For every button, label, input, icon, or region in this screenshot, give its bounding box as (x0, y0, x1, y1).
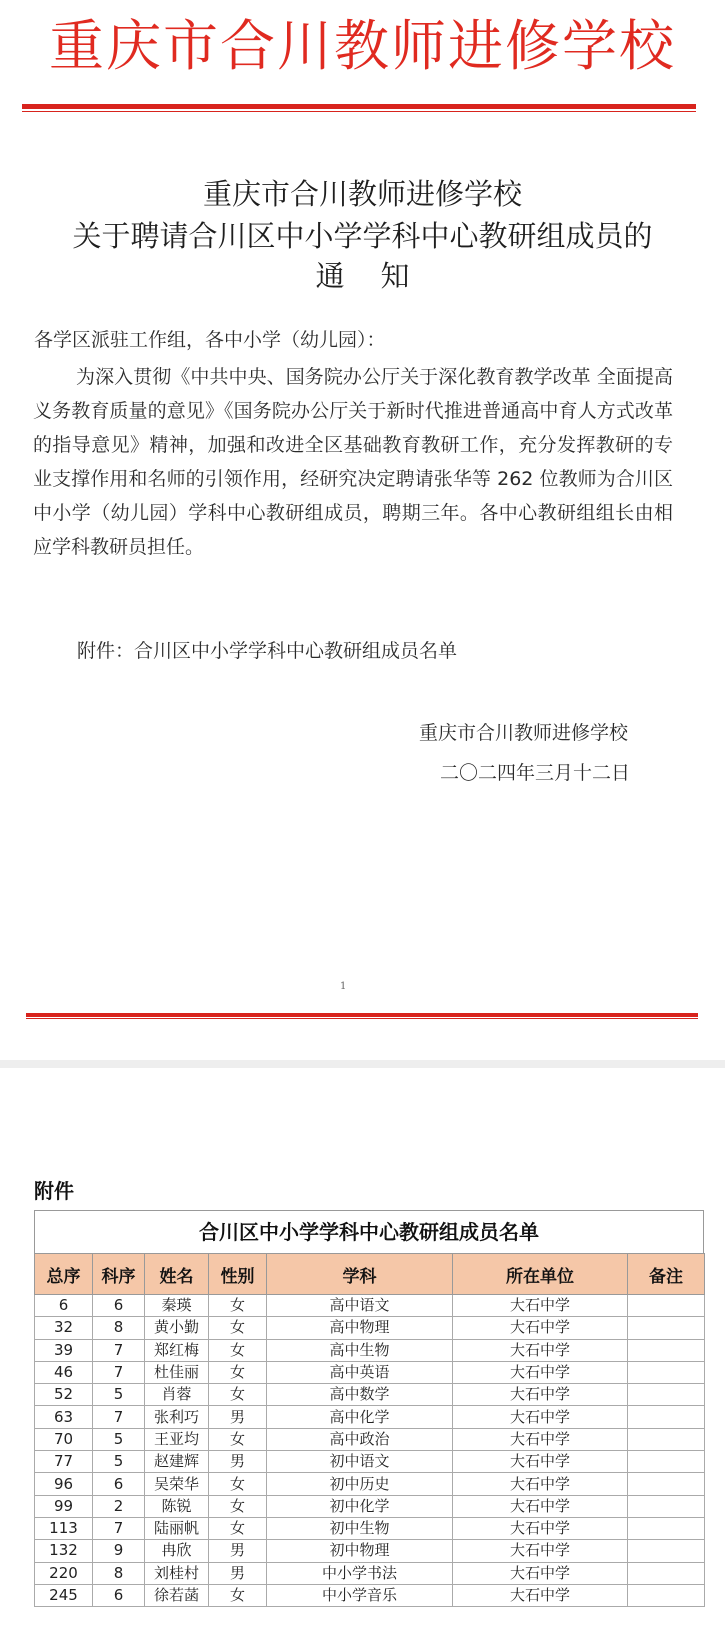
notice-title-line1: 重庆市合川教师进修学校 (202, 177, 522, 211)
cell-total-no: 70 (35, 1428, 93, 1450)
cell-remark (628, 1540, 705, 1562)
table-row (35, 1406, 705, 1428)
cell-subject: 初中语文 (267, 1451, 453, 1473)
cell-subject-no: 9 (93, 1540, 145, 1562)
annex-label: 附件 (34, 1179, 74, 1203)
cell-remark (628, 1361, 705, 1383)
cell-subject: 高中语文 (267, 1295, 453, 1317)
cell-subject: 高中化学 (267, 1406, 453, 1428)
cell-subject: 高中生物 (267, 1339, 453, 1361)
cell-remark (628, 1584, 705, 1606)
cell-total-no: 32 (35, 1317, 93, 1339)
cell-subject-no: 6 (93, 1473, 145, 1495)
cell-remark (628, 1339, 705, 1361)
cell-total-no: 96 (35, 1473, 93, 1495)
cell-school: 大石中学 (453, 1540, 628, 1562)
cell-name: 刘桂村 (145, 1562, 209, 1584)
cell-name: 杜佳丽 (145, 1361, 209, 1383)
page-number: 1 (340, 981, 347, 992)
cell-subject-no: 6 (93, 1584, 145, 1606)
cell-gender: 女 (209, 1384, 267, 1406)
letterhead-red-rule-thin (22, 111, 696, 112)
table-row (35, 1317, 705, 1339)
cell-subject-no: 7 (93, 1339, 145, 1361)
cell-subject: 初中历史 (267, 1473, 453, 1495)
cell-school: 大石中学 (453, 1584, 628, 1606)
cell-gender: 男 (209, 1406, 267, 1428)
cell-name: 陈锐 (145, 1495, 209, 1517)
letterhead-title: 重庆市合川教师进修学校 (48, 14, 676, 78)
cell-remark (628, 1428, 705, 1450)
page-separator (0, 1060, 725, 1068)
cell-total-no: 220 (35, 1562, 93, 1584)
notice-title-line3: 通知 (315, 259, 446, 293)
signature-org: 重庆市合川教师进修学校 (419, 722, 629, 744)
cell-subject: 中小学音乐 (267, 1584, 453, 1606)
cell-subject-no: 6 (93, 1295, 145, 1317)
cell-name: 冉欣 (145, 1540, 209, 1562)
cell-subject-no: 7 (93, 1406, 145, 1428)
cell-subject-no: 2 (93, 1495, 145, 1517)
cell-subject-no: 8 (93, 1317, 145, 1339)
cell-remark (628, 1562, 705, 1584)
cell-name: 陆丽帆 (145, 1517, 209, 1539)
cell-school: 大石中学 (453, 1361, 628, 1383)
signature-date: 二〇二四年三月十二日 (440, 762, 631, 784)
table-row (35, 1295, 705, 1317)
cell-subject-no: 5 (93, 1451, 145, 1473)
cell-school: 大石中学 (453, 1517, 628, 1539)
cell-remark (628, 1406, 705, 1428)
cell-gender: 男 (209, 1540, 267, 1562)
cell-gender: 男 (209, 1451, 267, 1473)
cell-total-no: 39 (35, 1339, 93, 1361)
cell-school: 大石中学 (453, 1406, 628, 1428)
table-row (35, 1584, 705, 1606)
table-row (35, 1495, 705, 1517)
cell-gender: 男 (209, 1562, 267, 1584)
cell-school: 大石中学 (453, 1428, 628, 1450)
cell-total-no: 245 (35, 1584, 93, 1606)
cell-school: 大石中学 (453, 1562, 628, 1584)
footer-red-rule (26, 1013, 698, 1017)
table-row (35, 1428, 705, 1450)
cell-gender: 女 (209, 1295, 267, 1317)
cell-name: 王亚均 (145, 1428, 209, 1450)
cell-gender: 女 (209, 1584, 267, 1606)
cell-gender: 女 (209, 1473, 267, 1495)
table-row (35, 1451, 705, 1473)
cell-subject: 高中政治 (267, 1428, 453, 1450)
cell-gender: 女 (209, 1495, 267, 1517)
cell-total-no: 113 (35, 1517, 93, 1539)
cell-subject-no: 7 (93, 1517, 145, 1539)
table-row (35, 1540, 705, 1562)
cell-subject-no: 5 (93, 1428, 145, 1450)
table-row (35, 1361, 705, 1383)
member-table-container (34, 1210, 704, 1607)
cell-subject-no: 7 (93, 1361, 145, 1383)
col-header-school: 所在单位 (453, 1254, 628, 1295)
table-title: 合川区中小学学科中心教研组成员名单 (34, 1210, 704, 1253)
col-header-subject-no: 科序 (93, 1254, 145, 1295)
cell-school: 大石中学 (453, 1339, 628, 1361)
cell-name: 秦瑛 (145, 1295, 209, 1317)
table-row (35, 1384, 705, 1406)
cell-school: 大石中学 (453, 1495, 628, 1517)
notice-salutation: 各学区派驻工作组，各中小学（幼儿园）： (34, 329, 386, 351)
col-header-subject: 学科 (267, 1254, 453, 1295)
footer-red-rule-thin (26, 1018, 698, 1019)
cell-name: 吴荣华 (145, 1473, 209, 1495)
cell-total-no: 132 (35, 1540, 93, 1562)
notice-attachment-line: 附件：合川区中小学学科中心教研组成员名单 (77, 640, 458, 662)
cell-total-no: 77 (35, 1451, 93, 1473)
cell-subject-no: 8 (93, 1562, 145, 1584)
cell-subject: 初中化学 (267, 1495, 453, 1517)
cell-name: 赵建辉 (145, 1451, 209, 1473)
cell-total-no: 52 (35, 1384, 93, 1406)
cell-total-no: 6 (35, 1295, 93, 1317)
notice-title-line2: 关于聘请合川区中小学学科中心教研组成员的 (72, 219, 653, 253)
cell-subject: 初中生物 (267, 1517, 453, 1539)
cell-remark (628, 1495, 705, 1517)
cell-name: 肖蓉 (145, 1384, 209, 1406)
member-table (34, 1253, 705, 1607)
cell-remark (628, 1451, 705, 1473)
cell-remark (628, 1384, 705, 1406)
table-header-row (35, 1254, 705, 1295)
cell-subject: 高中数学 (267, 1384, 453, 1406)
table-row (35, 1473, 705, 1495)
table-row (35, 1517, 705, 1539)
cell-school: 大石中学 (453, 1451, 628, 1473)
cell-name: 郑红梅 (145, 1339, 209, 1361)
cell-total-no: 46 (35, 1361, 93, 1383)
cell-gender: 女 (209, 1428, 267, 1450)
cell-subject: 高中物理 (267, 1317, 453, 1339)
cell-subject: 中小学书法 (267, 1562, 453, 1584)
cell-school: 大石中学 (453, 1295, 628, 1317)
cell-gender: 女 (209, 1517, 267, 1539)
letterhead-red-rule (22, 104, 696, 109)
cell-gender: 女 (209, 1339, 267, 1361)
cell-subject-no: 5 (93, 1384, 145, 1406)
cell-remark (628, 1317, 705, 1339)
cell-gender: 女 (209, 1361, 267, 1383)
table-row (35, 1562, 705, 1584)
notice-body: 为深入贯彻《中共中央、国务院办公厅关于深化教育教学改革 全面提高义务教育质量的意见》《国务院办公厅关于新时代推进普通高中育人方式改革的指导意见》精神，加强和改进全区基础教育教研工作，充分发挥教研的专业支撑作用和名师的引领作用，经研究决定聘请张华等 262 位教师为合川区中小学（幼儿园）学科中心教研组成员，聘期三年。各中心教研组组长由相应学科教研员担任。 (33, 366, 673, 558)
cell-total-no: 63 (35, 1406, 93, 1428)
cell-name: 张利巧 (145, 1406, 209, 1428)
table-row (35, 1339, 705, 1361)
col-header-remark: 备注 (628, 1254, 705, 1295)
cell-remark (628, 1473, 705, 1495)
cell-subject: 初中物理 (267, 1540, 453, 1562)
col-header-total-no: 总序 (35, 1254, 93, 1295)
cell-school: 大石中学 (453, 1473, 628, 1495)
cell-name: 徐若菡 (145, 1584, 209, 1606)
cell-remark (628, 1295, 705, 1317)
cell-subject: 高中英语 (267, 1361, 453, 1383)
cell-name: 黄小勤 (145, 1317, 209, 1339)
cell-remark (628, 1517, 705, 1539)
cell-school: 大石中学 (453, 1317, 628, 1339)
col-header-gender: 性别 (209, 1254, 267, 1295)
cell-school: 大石中学 (453, 1384, 628, 1406)
cell-gender: 女 (209, 1317, 267, 1339)
cell-total-no: 99 (35, 1495, 93, 1517)
col-header-name: 姓名 (145, 1254, 209, 1295)
